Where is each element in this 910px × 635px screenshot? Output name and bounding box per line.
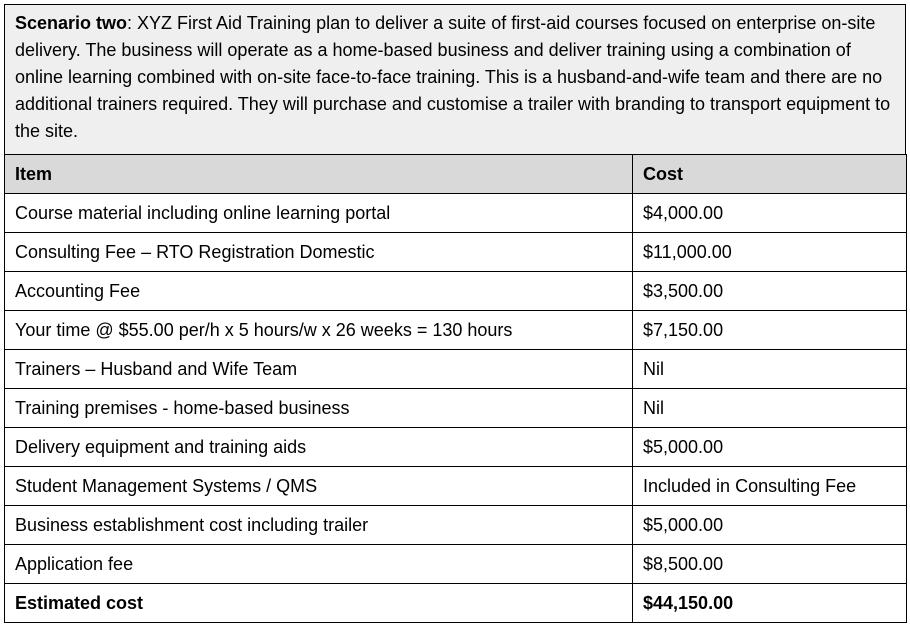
cost-cell: Included in Consulting Fee [633, 467, 907, 506]
item-cell: Business establishment cost including trailer [5, 506, 633, 545]
item-cell: Training premises - home-based business [5, 389, 633, 428]
item-cell: Consulting Fee – RTO Registration Domestic [5, 233, 633, 272]
item-cell: Your time @ $55.00 per/h x 5 hours/w x 26 weeks = 130 hours [5, 311, 633, 350]
total-cost: $44,150.00 [633, 584, 907, 623]
item-cell: Application fee [5, 545, 633, 584]
scenario-description [4, 4, 906, 154]
scenario-document [4, 4, 906, 623]
column-header-item: Item [5, 155, 633, 194]
table-row [5, 389, 907, 428]
cost-cell: Nil [633, 350, 907, 389]
table-row [5, 272, 907, 311]
table-row [5, 233, 907, 272]
cost-cell: $7,150.00 [633, 311, 907, 350]
item-cell: Delivery equipment and training aids [5, 428, 633, 467]
cost-table [4, 154, 907, 623]
cost-cell: $3,500.00 [633, 272, 907, 311]
item-cell: Student Management Systems / QMS [5, 467, 633, 506]
item-cell: Trainers – Husband and Wife Team [5, 350, 633, 389]
table-row [5, 194, 907, 233]
total-row [5, 584, 907, 623]
table-row [5, 311, 907, 350]
column-header-cost: Cost [633, 155, 907, 194]
table-row [5, 467, 907, 506]
cost-cell: $4,000.00 [633, 194, 907, 233]
table-row [5, 545, 907, 584]
scenario-heading: Scenario two [15, 13, 128, 33]
cost-cell: $8,500.00 [633, 545, 907, 584]
total-label: Estimated cost [5, 584, 633, 623]
cost-cell: $5,000.00 [633, 428, 907, 467]
table-row [5, 506, 907, 545]
table-row [5, 428, 907, 467]
cost-cell: $5,000.00 [633, 506, 907, 545]
cost-cell: Nil [633, 389, 907, 428]
scenario-text: : XYZ First Aid Training plan to deliver a suite of first-aid courses focused on enterprise on-site delivery. The business will operate as a home-based business and deliver training using a combination of online learning combined with on-site face-to-face training. This is a husband-and-wife team and there are no additional trainers required. They will purchase and customise a trailer with branding to transport equipment to the site. [15, 13, 891, 141]
table-header-row [5, 155, 907, 194]
table-row [5, 350, 907, 389]
item-cell: Accounting Fee [5, 272, 633, 311]
cost-cell: $11,000.00 [633, 233, 907, 272]
item-cell: Course material including online learning portal [5, 194, 633, 233]
